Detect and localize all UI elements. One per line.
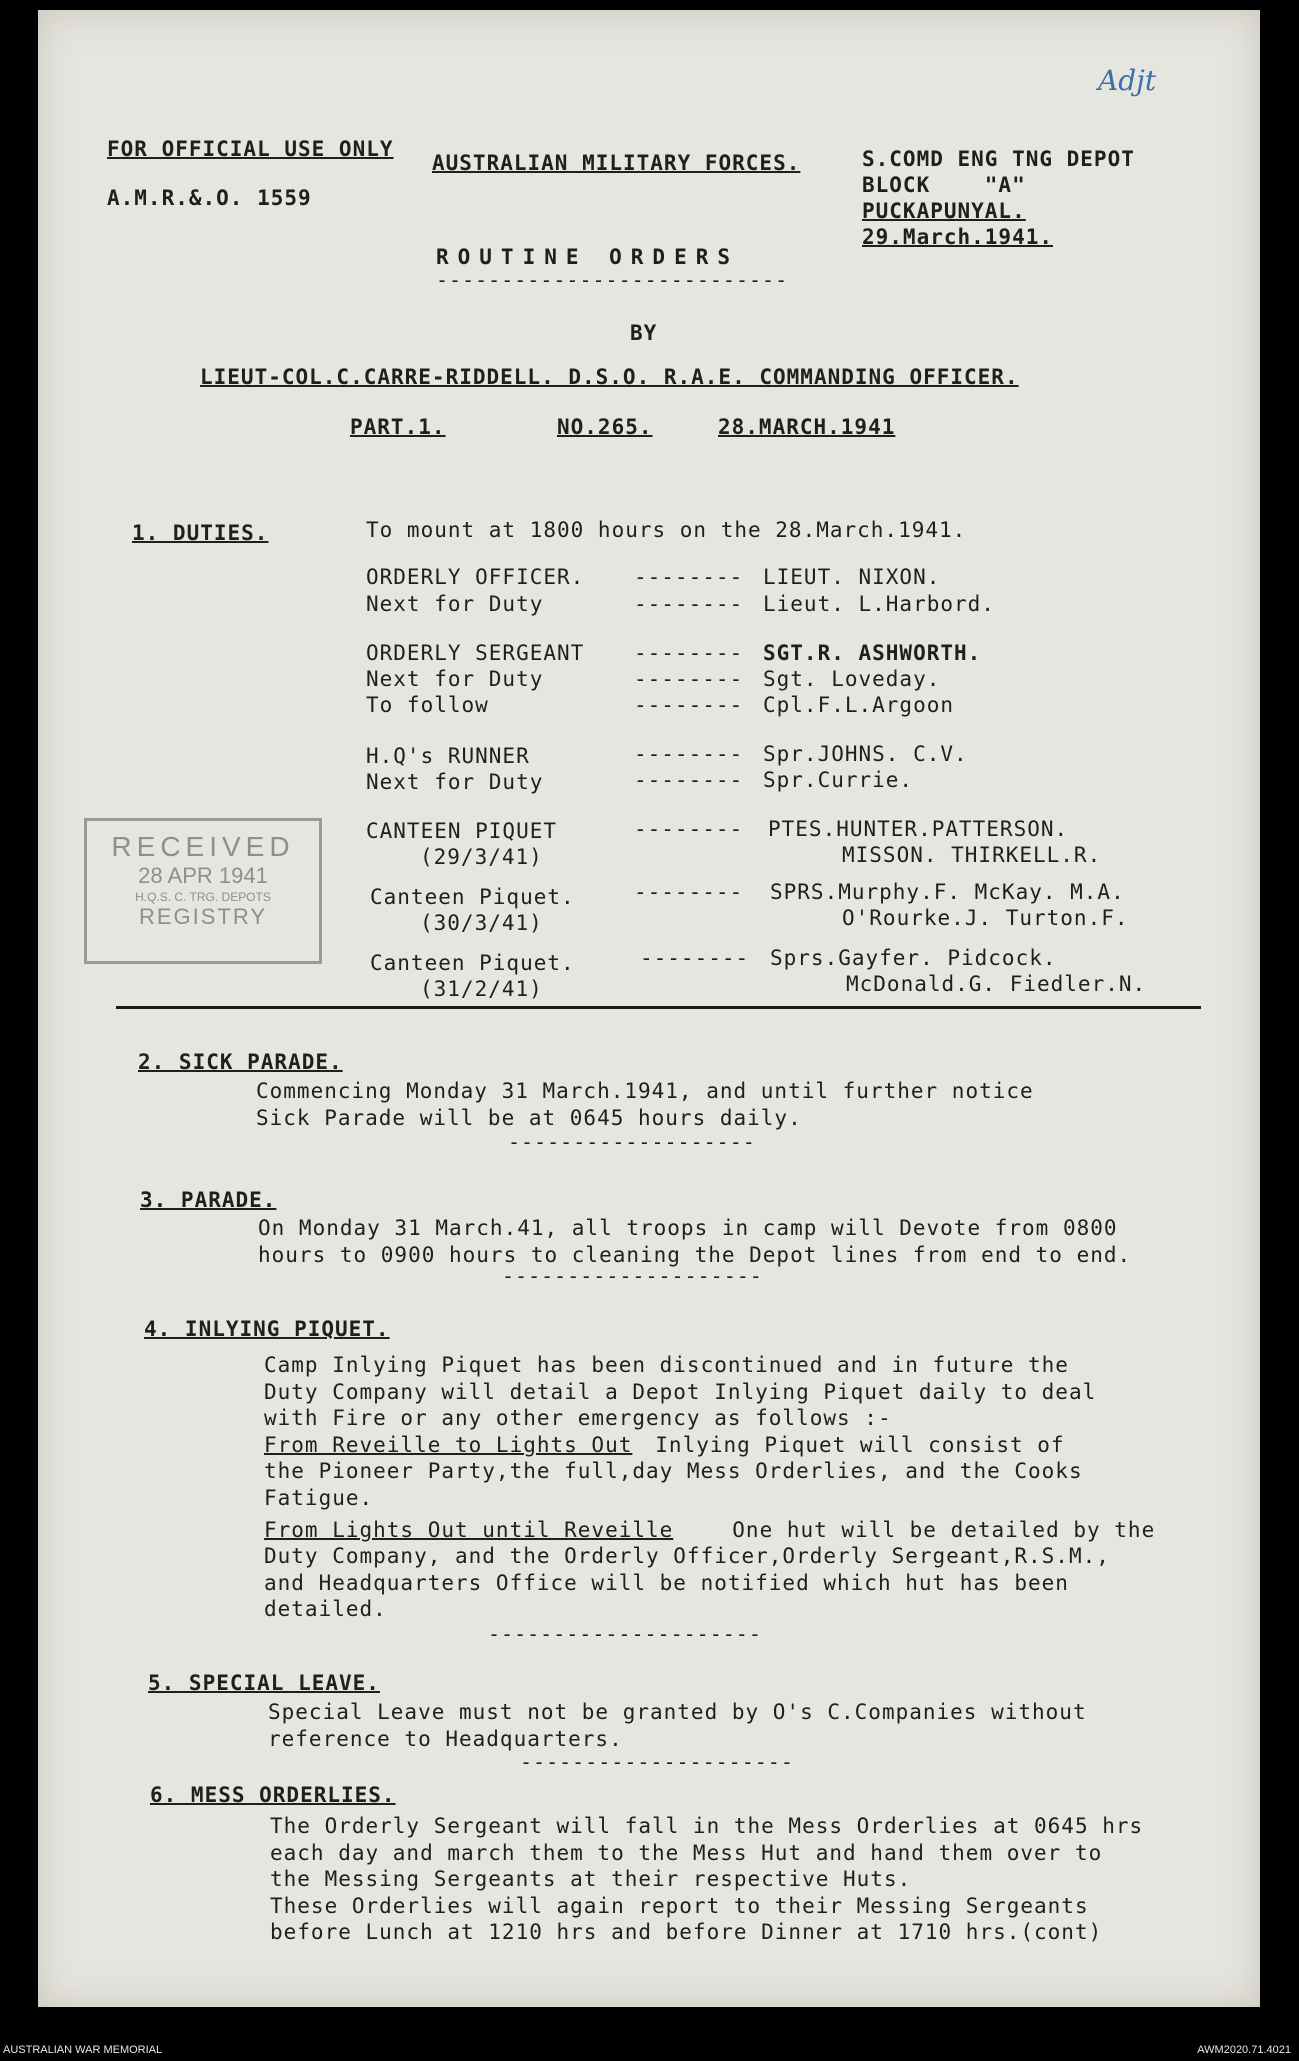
sick-parade-heading: 2. SICK PARADE. <box>138 1050 343 1074</box>
special-leave-heading: 5. SPECIAL LEAVE. <box>148 1671 380 1695</box>
sick-parade-divider: ------------------- <box>508 1130 756 1154</box>
part-number: PART.1. <box>350 415 446 439</box>
forces-title: AUSTRALIAN MILITARY FORCES. <box>432 151 801 175</box>
routine-orders-title: ROUTINE ORDERS <box>436 245 740 269</box>
duty-date: (30/3/41) <box>420 911 543 935</box>
special-leave-divider: --------------------- <box>520 1750 794 1774</box>
duty-name: PTES.HUNTER.PATTERSON. <box>768 817 1069 841</box>
inlying-body-4: One hut will be detailed by the <box>705 1518 1156 1542</box>
duty-name: Lieut. L.Harbord. <box>763 592 995 616</box>
duty-name: Sprs.Gayfer. Pidcock. <box>770 946 1057 970</box>
duty-role: To follow <box>366 693 489 717</box>
sick-parade-body: Commencing Monday 31 March.1941, and until further notice Sick Parade will be at 0645 hours daily. <box>256 1079 1034 1130</box>
duty-role: ORDERLY SERGEANT <box>366 641 585 665</box>
duty-dash: -------- <box>634 880 744 904</box>
official-use-label: FOR OFFICIAL USE ONLY <box>107 137 394 161</box>
duty-dash: -------- <box>634 667 744 691</box>
duty-name: Sgt. Loveday. <box>763 667 941 691</box>
unit-line-4: 29.March.1941. <box>862 225 1054 249</box>
by-label: BY <box>630 321 658 345</box>
duty-name: Cpl.F.L.Argoon <box>763 693 955 717</box>
reference-number: A.M.R.&.O. 1559 <box>107 186 312 210</box>
footer-source: AUSTRALIAN WAR MEMORIAL <box>3 2044 163 2056</box>
duty-name: Spr.Currie. <box>763 768 914 792</box>
inlying-piquet-body: Camp Inlying Piquet has been discontinued and in future the Duty Company will detail a Depot Inlying Piquet daily to deal with Fire or any other emergency as follows :- <box>264 1353 1097 1430</box>
title-underline: --------------------------- <box>436 268 789 292</box>
duty-role: H.Q's RUNNER <box>366 744 530 768</box>
duty-name: SGT.R. ASHWORTH. <box>763 641 982 665</box>
duty-name-2: McDonald.G. Fiedler.N. <box>846 972 1147 996</box>
duty-dash: -------- <box>634 565 744 589</box>
inlying-body-3: the Pioneer Party,the full,day Mess Orderlies, and the Cooks Fatigue. <box>264 1459 1083 1510</box>
duty-dash: -------- <box>634 641 744 665</box>
order-number: NO.265. <box>557 415 653 439</box>
inlying-sub-1: From Reveille to Lights Out <box>264 1433 633 1457</box>
unit-line-3: PUCKAPUNYAL. <box>862 199 1026 223</box>
duty-date: (31/2/41) <box>420 977 543 1001</box>
commanding-officer: LIEUT-COL.C.CARRE-RIDDELL. D.S.O. R.A.E. COMMANDING OFFICER. <box>200 365 1019 389</box>
duties-heading: 1. DUTIES. <box>132 521 269 545</box>
duty-role: CANTEEN PIQUET <box>366 819 558 843</box>
duty-role: Canteen Piquet. <box>370 951 575 975</box>
stamp-date: 28 APR 1941 <box>138 863 268 888</box>
duty-dash: -------- <box>640 946 750 970</box>
special-leave-body: Special Leave must not be granted by O's C.Companies without reference to Headquarters. <box>268 1700 1087 1751</box>
inlying-piquet-heading: 4. INLYING PIQUET. <box>144 1317 390 1341</box>
duties-intro: To mount at 1800 hours on the 28.March.1941. <box>366 518 967 542</box>
duty-dash: -------- <box>634 817 744 841</box>
duty-date: (29/3/41) <box>420 845 543 869</box>
stamp-office: H.Q.S. C. TRG. DEPOTS <box>135 890 271 904</box>
duty-dash: -------- <box>634 693 744 717</box>
duty-name-2: O'Rourke.J. Turton.F. <box>842 906 1129 930</box>
duty-role: Next for Duty <box>366 770 544 794</box>
inlying-sub-2: From Lights Out until Reveille <box>264 1518 674 1542</box>
unit-line-2: BLOCK "A" <box>862 173 1026 197</box>
handwritten-annotation: Adjt <box>1098 64 1157 97</box>
duty-role: ORDERLY OFFICER. <box>366 565 585 589</box>
duty-dash: -------- <box>634 592 744 616</box>
duty-name: SPRS.Murphy.F. McKay. M.A. <box>770 880 1125 904</box>
section-divider <box>116 1006 1201 1009</box>
unit-line-1: S.COMD ENG TNG DEPOT <box>862 147 1135 171</box>
duty-role: Canteen Piquet. <box>370 885 575 909</box>
received-stamp <box>84 818 322 964</box>
parade-divider: -------------------- <box>502 1264 763 1288</box>
inlying-divider: --------------------- <box>488 1622 762 1646</box>
inlying-body-5: Duty Company, and the Orderly Officer,Orderly Sergeant,R.S.M., and Headquarters Office will be notified which hut has been detailed. <box>264 1544 1110 1621</box>
archive-footer <box>0 2036 1299 2061</box>
stamp-received: RECEIVED <box>111 831 295 862</box>
mess-orderlies-body: The Orderly Sergeant will fall in the Mess Orderlies at 0645 hrs each day and march them to the Mess Hut and hand them over to the Messing Sergeants at their respective Huts. These Orderlies will again report to their Messing Sergeants before Lunch at 1210 hrs and before Dinner at 1710 hrs.(cont) <box>270 1814 1144 1944</box>
mess-orderlies-heading: 6. MESS ORDERLIES. <box>150 1783 396 1807</box>
duty-dash: -------- <box>634 742 744 766</box>
parade-heading: 3. PARADE. <box>140 1188 277 1212</box>
duty-name-2: MISSON. THIRKELL.R. <box>842 843 1102 867</box>
inlying-body-2: Inlying Piquet will consist of <box>628 1433 1065 1457</box>
duty-name: Spr.JOHNS. C.V. <box>763 742 968 766</box>
duty-name: LIEUT. NIXON. <box>763 565 941 589</box>
footer-accession: AWM2020.71.4021 <box>1197 2044 1291 2056</box>
order-date: 28.MARCH.1941 <box>718 415 896 439</box>
duty-role: Next for Duty <box>366 667 544 691</box>
duty-dash: -------- <box>634 768 744 792</box>
stamp-registry: REGISTRY <box>138 904 268 929</box>
duty-role: Next for Duty <box>366 592 544 616</box>
parade-body: On Monday 31 March.41, all troops in camp will Devote from 0800 hours to 0900 hours to cleaning the Depot lines from end to end. <box>258 1216 1132 1267</box>
